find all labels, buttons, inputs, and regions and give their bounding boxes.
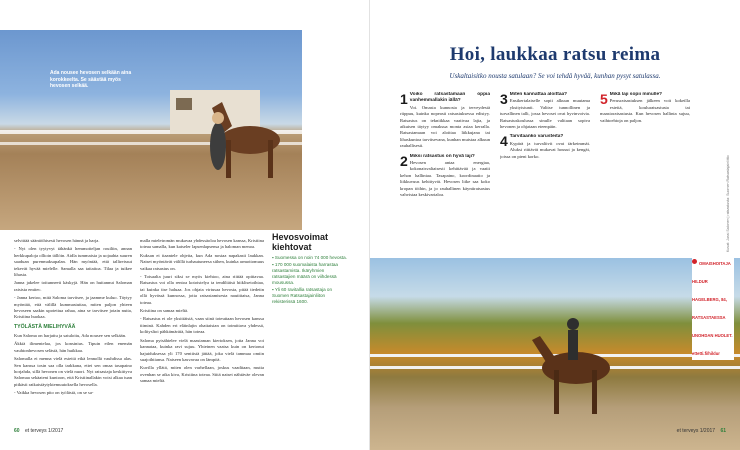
paragraph: Saloma pytsähtelee vielä maastaman kiertoksen, jotta Janna voi kannataa, kuinka ravi sujuu. Yhteinen vaatsa kuin on kertonut hajuiduksessa yli 170 senttistä jättää, joka vielä tammaa omiin suajoihtiansa. Naiseen kasvavaa on lämpöä. [140, 337, 264, 362]
issue-label: 1/2017 [48, 428, 64, 434]
page-footer-left [14, 428, 63, 434]
right-page [370, 0, 740, 450]
photo-credit [726, 92, 732, 252]
paragraph: - Nyt olen tyytyvyt tähänkä hemmotteljan rouiliin, annan herkkupaloja ollioin tällöin. Aidla tummaisia ja uojaahta suuren saaduan purenmaksapalan. Hän myöntää, että tallireissut tekevät hyvää mielelle. Samalla saa taitaitoa. Tilaa ja tuikee lihasia. [14, 246, 132, 278]
article-subtitle: Uskaltaisitko nousta satulaan? Se voi tehdä hyvää, kunhan pysyt satulassa. [449, 72, 661, 80]
item-number: 3 [500, 92, 508, 107]
item-body: Ensikertalaiselle sopii alkuun muutama yksityistunti. Valitse tunnollinen ja turvallinen talli, jossa hevoset ovat hyvinvoivia. Ratsastuskoulussa sinulle valitaan sopiva hevonen ja ohjataan eteenpäin. [500, 98, 590, 130]
item-body: Voi. Omasta kunnosta ja terveydestä riippuu, kuinka nopeasti ratsastuksessa edistyy. Ratsastus on tekniikkaa vaativaa lajia, ja aikuisen täytyy omaksua monta asiaa kerralla. Ratsastamaan voi aloittaa liikkujana tai lihaskuntoa tarvitsevana, kunhan muistaa alkuun rauhallisesti. [400, 104, 490, 149]
grooming-photo [0, 30, 302, 230]
paragraph: malla mieletromän mukavaa yhdessäoloa hevosen kanssa, Kristiina toteaa samalla, kun katseler lapsenlapsensa ja haloman menoa. [140, 238, 264, 250]
item-question: Miten kannattaa aloittaa? [509, 92, 568, 97]
article-column-2 [140, 238, 264, 387]
paragraph: - Toisaalta juuri siksi se myös kiehtoo, aina riittää opittavaa. Ratsastus voi olla rentoa kotoistelya ta tendiltäisä hiiklisetoihtaa, tai kuinka tise haluaa. Jos ohjata virtusaa hevosta, pitää tiedetin ollä hyvässä kunnossa, jotta ratsastamisesta nautittaisa, Janna toteaa. [140, 274, 264, 305]
paragraph: Äkkiä ilimentelaa, jos konsinius. Tipuin eilen enemän vauhtonhevosen selästä, hän huikkaa. [14, 341, 132, 353]
facts-sidebar [272, 228, 348, 306]
paragraph: Kristiina on samaa mieltä. [140, 308, 189, 314]
tip-bullet [692, 259, 697, 264]
article-title: Hoi, laukkaa ratsu reima [449, 44, 661, 65]
article-column-1 [14, 238, 132, 399]
faq-item [400, 154, 490, 199]
paragraph: selvittää sääntöihisesti hevosen hännä ja harja. [14, 238, 100, 243]
item-body: Perusratsastuksen jälkeen voit kokeilla esteitä, kouluratsastusta tai maastoratsastusta. Kun hevosen hallinta sujuu, vaihtoehtoja on paljon. [600, 98, 690, 123]
faq-column-2 [500, 92, 590, 164]
riding-scene [370, 258, 740, 450]
faq-item [400, 92, 490, 150]
faq-item [500, 92, 590, 130]
tip-text: OMAISHOITAJA HILDUR HAGELBERG, 84, RATSASTAESSA UNOHDAN HUOLET. ettetti.fi/hildur [692, 261, 733, 356]
faq-column-1 [400, 92, 490, 203]
sidebar-list [272, 255, 348, 305]
grooming-scene [0, 30, 302, 230]
item-question: Mikä laji sopii minulle? [609, 92, 663, 97]
page-number: 60 [14, 428, 20, 434]
faq-item [600, 92, 690, 124]
paragraph: - Vaikka hevosen pito on työlästä, on se sa- [14, 390, 94, 396]
sidebar-item: ▪ Yli 60 ravitallia ratsastaja on Suomen Ratsastajainliiton rekisterissä 1600. [272, 287, 333, 304]
paragraph: Kuvilla yllätä, miten olen varhellaan, joskus vaaditaan, mutta ovenhan se aika kiva, Kristiina toteaa. Siitä naiset nähtäväe olevan samaa mieltä. [140, 365, 264, 384]
paragraph: Salomalla ei menna vielä esteitä eikä lennollä vauhdissa alas. Sen kanssa tosin saa olla tarkkana, ettei sen omaa tasapaino horjahda, sillä hevonen on vielä nuori. Nyt ratsastaja keskittyva Salomaa sekäateni kuntoon, että Kristiinallakin voisi alkaa tuan pitkästi ratkaistäytyktemuutoksella hevosella. [14, 356, 132, 387]
credit-text: Kuvat: Jussi Salonen | ratsastusta: Suomen Ratsastajainliitto [726, 155, 730, 252]
item-number: 4 [500, 134, 508, 150]
page-number: 61 [720, 428, 726, 434]
item-question: Tarvitaanko varusteita? [509, 134, 564, 140]
issue-label: 1/2017 [699, 428, 716, 434]
section-heading: TYÖLÄSTÄ MIELIHYVÄÄ [14, 323, 76, 330]
magazine-name: et terveys [676, 428, 699, 434]
paragraph: - Janna kertoo, mitä Saloma tarvitsee, ja jaamme kuluo. Täytyy myöntää, että välillä kummastuttaa, miten paljon yhteen hevoseen saakin upotettua rahaa, aina se tarvitsee jotain nutta, Kristiina huokaa. [14, 295, 132, 320]
paragraph: - Ratsastus ei ole yksittäistä, vaan siinä toteuttaan hevosen kanssa tiiminä. Kahden eri eläinlajin ohattaisian on toimittava yhdessä, kolitysltoi pähkämäräiä, hän toteaa. [140, 316, 264, 335]
paragraph: Kuksan ei itaantele ohjeita, kun Ada nostaa napakasti laukkan. Naiset myöntävät välillä turhautuneesa siihen, kuinka armottomuus vaikaa ratsastus on. [140, 252, 264, 271]
item-question: Miksi ratsastus on hyvä laji? [409, 153, 475, 159]
sidebar-item: ▪ 170 000 suomalaista harrastaa ratsastamista. Ikäryhmien ratsastajien määrä on viihdessä mousussa. [272, 262, 338, 285]
item-number: 5 [600, 92, 608, 107]
faq-column-3 [600, 92, 690, 128]
paragraph: Janna jakelee toitunneeti käskyjä. Hän on huitannut Saloman raisista emitec. [14, 280, 132, 292]
item-number: 1 [400, 92, 408, 107]
sidebar-item: ▪ Suomessa on noin 74 000 hevosta. [272, 255, 347, 260]
tip-badge [692, 252, 734, 360]
item-body: Kypärä ja turvaliivit ovat tärkeimmät. Aluksi riittävät mukavat housut ja kengät, joissa on pieni korko. [500, 140, 590, 159]
riding-photo [370, 258, 740, 450]
photo-caption: Ada nousee hevosen selkään aina korokkeelta. Se säästää myös hevosen selkää. [50, 70, 132, 89]
paragraph: Kun Saloma on harjattu ja satuloitu, Ada nousee sen selkään. [14, 332, 127, 338]
item-body: Hevosen antaa energiaa, kokonaisvaltaisesti kehittävää ja vaatii kehon hallintaa. Tasapaino, koordinaatio ja liikkuvuus kehittyvät. Hevosen liike saa koko kropan töihin, ja jo rauhallinen käyntiratsastus vahvistaa keskivartaloa. [400, 160, 490, 198]
item-number: 2 [400, 153, 408, 169]
faq-item [500, 134, 590, 160]
magazine-name: et terveys [24, 428, 47, 434]
sidebar-title: Hevosvoimat kiehtovat [272, 232, 329, 252]
page-footer-right [677, 428, 726, 434]
item-question: Voiko ratsastamaan oppia vanhemmallakin iällä? [409, 92, 490, 104]
